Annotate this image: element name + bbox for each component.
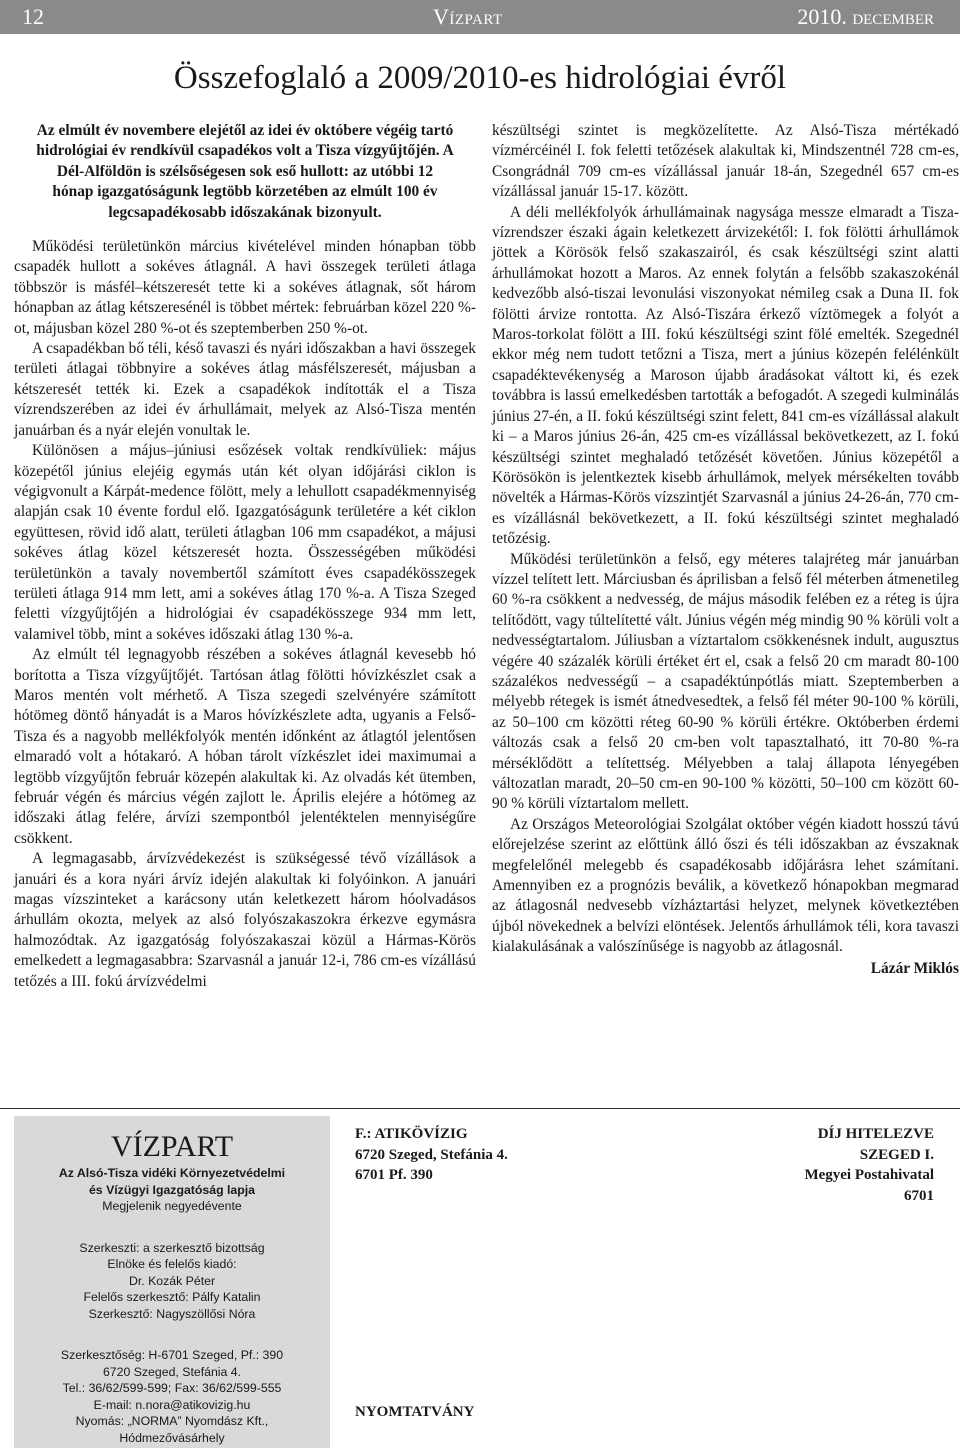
masthead-title: VÍZPART [110, 1130, 234, 1163]
masthead-subtitle: Az Alsó-Tisza vidéki Környezetvédelmi [58, 1166, 286, 1180]
postage-line: Megyei Postahivatal [804, 1167, 934, 1183]
right-column [492, 121, 959, 979]
author-signature: Lázár Miklós [870, 959, 959, 977]
left-paragraph: A csapadékban bő téli, késő tavaszi és nyári időszakban a havi összegek területi átlagai többnyire a sokéves átlag másfélszeresét, májusban a kétszeresét tették ki. Ezek a csapadékok indították el a Tisza vízrendszerében az idei év árhullámait, melyek az Alsó-Tisza mentén januárban és a nyár elején vonultak le. [14, 340, 476, 439]
masthead-box [14, 1116, 330, 1448]
postage-line: SZEGED I. [859, 1146, 934, 1163]
left-paragraph: Különösen a május–júniusi esőzések voltak rendkívüliek: május közepétől június elejéig egymás után két olyan időjárási ciklon is végigvonult a Kárpát-medence fölött, mely a lehullott csapadékmennyiség alapján csak 10 évente fordul elő. Igazgatóságunk területére a két ciklon együttesen, rövid idő alatt, területi átlagban 106 mm csapadékot, a májusi sokéves átlag közel kétszeresét hozta. Összességében működési területünkön a tavaly novembertől számított éves csapadékösszegek területi átlaga 914 mm lett, ami a sokéves átlag 170 %-a. A Tisza Szeged feletti vízgyűjtőjén a hidrológiai év csapadékösszege 934 mm lett, valamivel több, mint a sokéves időszaki átlag 130 %-a. [14, 442, 476, 643]
sender-line: F.: ATIKÖVÍZIG [355, 1126, 468, 1142]
left-column [14, 121, 476, 992]
article-lead: Az elmúlt év novembere elejétől az idei év októbere végéig tartó hidrológiai év rendkívül csapadékos volt a Tisza vízgyűjtőjén. A Dél-Alföldön is szélsőségesen sok eső hullott: az utóbbi 12 hónap igazgatóságunk legtöbb körzetében az elmúlt 100 év legcsapadékosabb időszakának bizonyult. [36, 122, 454, 221]
article-title: Összefoglaló a 2009/2010-es hidrológiai évről [173, 60, 787, 96]
postage-line: DÍJ HITELEZVE [817, 1126, 934, 1142]
left-paragraph: Az elmúlt tél legnagyobb részében a sokéves átlagnál kevesebb hó borította a Tisza vízgyűjtőjét. Tartósan átlag fölötti hóvízkészlet csak a Maros mentén volt mérhető. A Tisza szegedi szelvényére számított hótömeg döntő hányadát is a Maros hóvízkészlete adta, ugyanis a Felső-Tisza és a nagyobb mellékfolyók mentén időnként az átlagtól jelentősen elmaradó volt a hótakaró. A hóban tárolt vízkészlet idei maximumai a legtöbb vízgyűjtőn február közepén alakultak ki. Az olvadás két ütemben, február végén és március végén zajlott le. Április elejére a hótömeg az időszaki átlag felére, árvízi szempontból jelentéktelen mennyiségűre csökkent. [14, 646, 476, 847]
masthead-contact-line: Szerkesztőség: H-6701 Szeged, Pf.: 390 [60, 1348, 284, 1362]
right-paragraph: A déli mellékfolyók árhullámainak nagysága messze elmaradt a Tisza-vízrendszer északi ágain keletkezett árvizekétől: I. fok fölötti árhullámok jöttek a Körösök felső szakaszairól, és csak készültségi szint alatti árhullámokat hozott a Maros. Az ennek folytán a felsőbb szakaszokénál kedvezőbb alsó-tiszai levonulási viszonyokat némileg csak a Duna II. fok fölötti árvize rontotta. Az Alsó-Tiszára érkező víztömegek a folyót a Maros-torkolat fölött a III. fokú készültségi szint fölé emelték. Szegednél ekkor még nem tudott tetőzni a Tisza, mert a június közepén felélénkült csapadéktevékenység a Maroson újabb áradásokat váltott ki, és ezek továbbra is lassú emelkedésben tartották a befogadót. A szegedi kulminálás június 27-én, a II. fokú készültségi szint felett, 841 cm-es vízállással alakult ki – a Maros június 26-án, 425 cm-es vízállással bekövetkezett, az I. fokú készültségi szintet meghaladó tetőzését követően. Június közepétől a Körösökön is jelentkeztek kisebb árhullámok, melyek mérsékelten tovább növelték a Hármas-Körös vízszintjét Szarvasnál a június 24-26-án, 770 cm-es vízállásnál bekövetkezett, a II. fokú készültségi szintet meghaladó tetőzésig. [492, 203, 959, 548]
form-label: NYOMTATVÁNY [355, 1404, 475, 1420]
right-paragraph: Működési területünkön a felső, egy méteres talajréteg már januárban vízzel telített lett. Márciusban és áprilisban a felső fél méterben átmenetileg 60 %-ra csökkent a nedvesség, de május második felében ez a réteg is újra telítődött, vagy túltelítetté vált. Június végén még mindig 90 % körüli volt a nedvességtartalom. Júliusban a víztartalom csökkenésnek indult, augusztus végére 40 százalék körüli értéket ért el, csak a felső 20 cm maradt 80-100 százalékos nedvességű – a csapadéktúnpótlás miatt. Szeptemberben a mélyebb rétegek is ismét átnedvesedtek, a felső fél méter 90-100 % körüli, az 50–100 cm közötti réteg 60-90 % körüli értékre. Októberben érdemi változás csak a felső 20 cm-ben volt tapasztalható, itt 70-80 %-ra mérséklődött a telítettség. Mélyebben a talaj állapota lényegében változatlan maradt, 20–50 cm-en 90-100 % közötti, 50–100 cm között 60-90 % körüli víztartalom mellett. [492, 550, 959, 813]
masthead-editor-line: Szerkesztő: Nagyszöllősi Nóra [88, 1306, 256, 1321]
left-paragraph: A legmagasabb, árvízvédekezést is szükségessé tévő vízállások a januári és a kora nyári árvíz idején alakultak ki folyóinkon. A januári magas vízszinteket a karácsony után keletkezett három hóolvadásos árhullám okozta, melyek az alsó folyószakaszokra érkezve egymásra halmozódtak. Az igazgatóság folyószakaszai közül a Hármas-Körös emelkedett a legmagasabbra: Szarvasnál a január 12-i, 786 cm-es vízállású tetőzés a III. fokú árvízvédelmi [14, 850, 476, 990]
masthead-contact-line: 6720 Szeged, Stefánia 4. [102, 1364, 242, 1379]
right-paragraph: Az Országos Meteorológiai Szolgálat október végén kiadott hosszú távú előrejelzése szerint az előttünk álló őszi és téli időszakban az évszaknak megfelelőnél melegebb és csapadékosabb időjárásra lehet számítani. Amennyiben ez a prognózis beválik, a következő hónapokban megmarad az átlagosnál nedvesebb vízháztartási helyzet, melynek következtében újból növekednek a belvízi elöntések. Jelentős árhullámok téli, kora tavaszi kialakulásának a valószínűsége is nagyobb az átlagosnál. [492, 815, 959, 956]
issue-date: 2010. december [797, 4, 934, 29]
masthead-contact-line: Hódmezővásárhely [119, 1430, 225, 1445]
masthead-subtitle: és Vízügyi Igazgatóság lapja [88, 1182, 256, 1197]
postage-block [804, 1124, 934, 1206]
masthead-contact-line: Tel.: 36/62/599-599; Fax: 36/62/599-555 [62, 1381, 282, 1395]
masthead-editor-line: Dr. Kozák Péter [128, 1273, 216, 1288]
sender-line: 6701 Pf. 390 [355, 1167, 433, 1183]
masthead-editor-line: Felelős szerkesztő: Pálfy Katalin [83, 1290, 261, 1304]
masthead-editor-line: Szerkeszti: a szerkesztő bizottság [79, 1240, 265, 1255]
page-header [0, 0, 960, 34]
journal-name: Vízpart [433, 4, 503, 29]
right-paragraph: készültségi szintet is megközelítette. Az Alsó-Tisza mértékadó vízmércéinél I. fok feletti tetőzések alakultak ki, Mindszentnél 728 cm-es, Csongrádnál 709 cm-es vízállással január 18-án, Szegednél 657 cm-es vízállással január 15-17. között. [492, 122, 959, 201]
masthead-email[interactable]: E-mail: n.nora@atikovizig.hu [93, 1397, 251, 1412]
masthead-contact-line: Nyomás: „NORMA” Nyomdász Kft., [75, 1414, 269, 1428]
masthead-frequency: Megjelenik negyedévente [102, 1199, 242, 1213]
postage-line: 6701 [904, 1187, 934, 1204]
footer-divider [0, 1108, 960, 1109]
sender-line: 6720 Szeged, Stefánia 4. [355, 1146, 508, 1163]
left-paragraph: Működési területünkön március kivételével minden hónapban több csapadék hullott a sokéves átlagnál. A havi összegek területi átlaga többször is másfél–kétszeresét tette ki a sokéves átlagnak, sőt három hónapban az átlag kétszeresénél is többet mértek: februárban közel 220 %-ot, májusban közel 280 %-ot és szeptemberben 250 %-ot. [14, 238, 476, 337]
masthead-editor-line: Elnöke és felelős kiadó: [107, 1257, 237, 1271]
page-number: 12 [22, 4, 44, 29]
sender-address [355, 1124, 508, 1186]
